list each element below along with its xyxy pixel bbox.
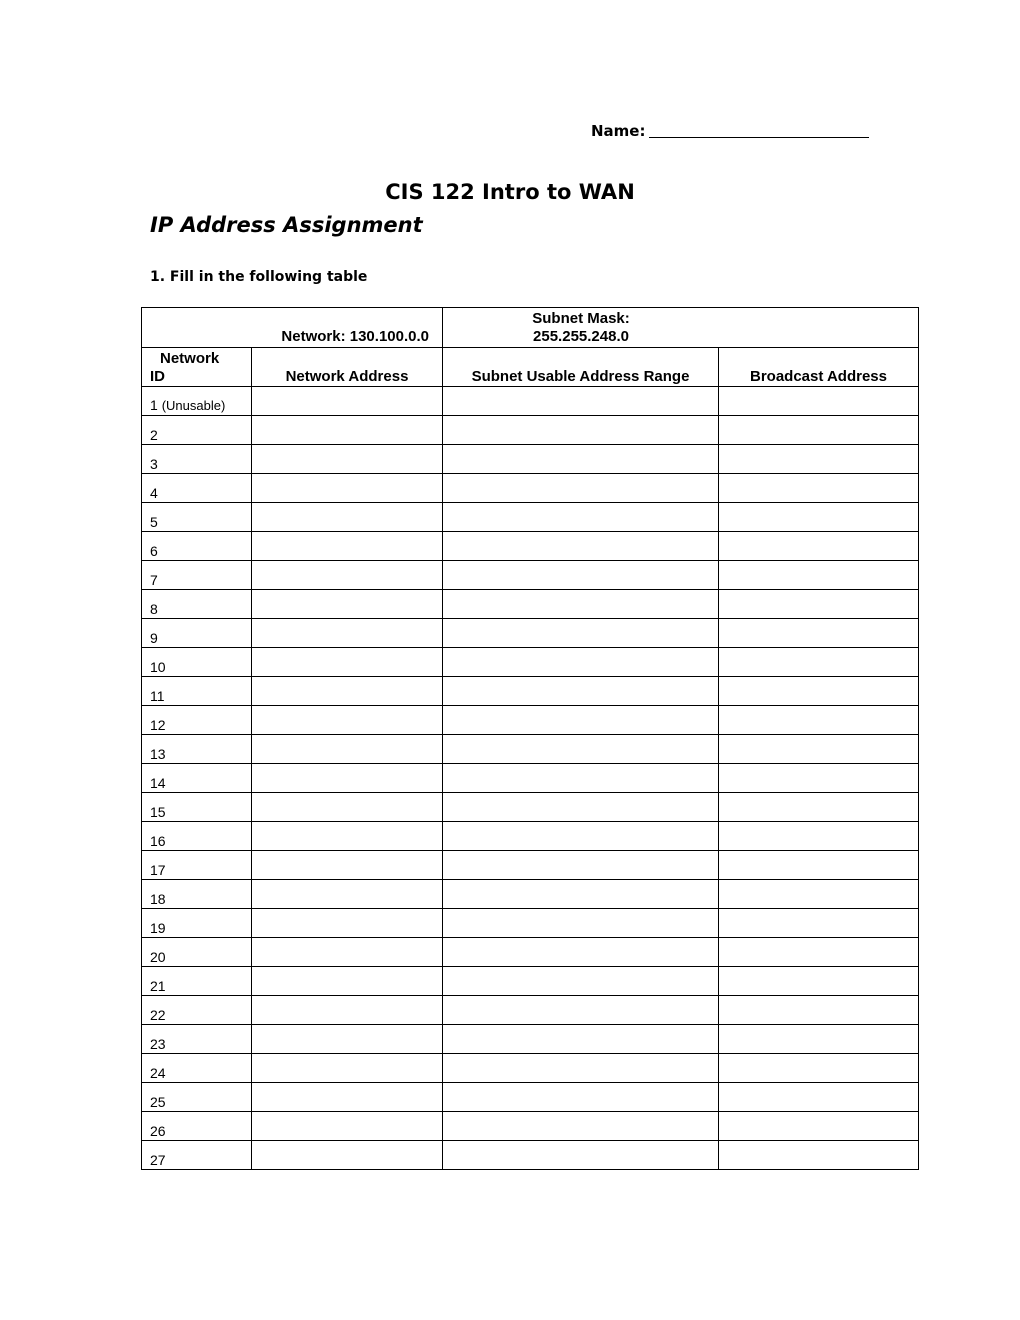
usable-range-cell[interactable] — [443, 1054, 719, 1083]
network-id-cell — [142, 1025, 252, 1054]
broadcast-address-cell[interactable] — [719, 706, 919, 735]
network-id: 7 — [150, 572, 158, 588]
network-id-cell — [142, 1112, 252, 1141]
section-title: IP Address Assignment — [150, 213, 423, 237]
table-row — [142, 619, 919, 648]
network-address-cell[interactable] — [252, 909, 443, 938]
table-row — [142, 1054, 919, 1083]
table-row — [142, 851, 919, 880]
network-address-cell[interactable] — [252, 1141, 443, 1170]
network-id-cell — [142, 648, 252, 677]
subnet-mask-label: Subnet Mask: — [532, 310, 630, 327]
network-address-cell[interactable] — [252, 938, 443, 967]
broadcast-address-cell[interactable] — [719, 561, 919, 590]
network-id: 15 — [150, 804, 166, 820]
network-id-cell — [142, 561, 252, 590]
usable-range-cell[interactable] — [443, 1112, 719, 1141]
usable-range-cell[interactable] — [443, 706, 719, 735]
network-id: 2 — [150, 427, 158, 443]
network-address-cell[interactable] — [252, 851, 443, 880]
broadcast-address-cell[interactable] — [719, 880, 919, 909]
table-row — [142, 1083, 919, 1112]
usable-range-cell[interactable] — [443, 561, 719, 590]
table-row — [142, 387, 919, 416]
usable-range-cell[interactable] — [443, 532, 719, 561]
network-id: 19 — [150, 920, 166, 936]
broadcast-address-cell[interactable] — [719, 909, 919, 938]
usable-range-cell[interactable] — [443, 967, 719, 996]
network-id-cell — [142, 590, 252, 619]
column-header-network-id — [142, 348, 252, 387]
table-row — [142, 677, 919, 706]
usable-range-cell[interactable] — [443, 1025, 719, 1054]
name-blank[interactable] — [649, 123, 869, 138]
table-column-headers — [142, 348, 919, 387]
usable-range-cell[interactable] — [443, 909, 719, 938]
instruction-text: 1. Fill in the following table — [150, 269, 368, 285]
network-id-cell — [142, 503, 252, 532]
broadcast-address-cell[interactable] — [719, 822, 919, 851]
network-id-cell — [142, 793, 252, 822]
usable-range-cell[interactable] — [443, 938, 719, 967]
network-id-cell — [142, 880, 252, 909]
network-id-cell — [142, 474, 252, 503]
network-id-cell — [142, 764, 252, 793]
broadcast-address-cell[interactable] — [719, 735, 919, 764]
table-row — [142, 880, 919, 909]
network-address-cell[interactable] — [252, 764, 443, 793]
network-id: 5 — [150, 514, 158, 530]
network-address-cell[interactable] — [252, 1025, 443, 1054]
column-header-usable-range: Subnet Usable Address Range — [443, 348, 719, 387]
table-row — [142, 590, 919, 619]
usable-range-cell[interactable] — [443, 764, 719, 793]
network-id: 16 — [150, 833, 166, 849]
network-address-cell[interactable] — [252, 1112, 443, 1141]
network-address-cell[interactable] — [252, 735, 443, 764]
network-id: 8 — [150, 601, 158, 617]
usable-range-cell[interactable] — [443, 1141, 719, 1170]
course-title-text: CIS 122 Intro to WAN — [385, 180, 635, 204]
network-id-cell — [142, 735, 252, 764]
usable-range-cell[interactable] — [443, 851, 719, 880]
network-address-cell[interactable] — [252, 880, 443, 909]
network-id-cell — [142, 967, 252, 996]
network-id-cell — [142, 1141, 252, 1170]
broadcast-address-cell[interactable] — [719, 1083, 919, 1112]
network-id: 6 — [150, 543, 158, 559]
broadcast-address-cell[interactable] — [719, 677, 919, 706]
network-id: 4 — [150, 485, 158, 501]
broadcast-address-cell[interactable] — [719, 445, 919, 474]
network-id-cell — [142, 619, 252, 648]
course-title — [0, 180, 1020, 204]
network-id: 10 — [150, 659, 166, 675]
table-row — [142, 532, 919, 561]
column-header-network-id-line1: Network — [160, 350, 220, 367]
network-id: 24 — [150, 1065, 166, 1081]
usable-range-cell[interactable] — [443, 445, 719, 474]
network-id-cell — [142, 387, 252, 416]
network-address-cell[interactable] — [252, 416, 443, 445]
usable-range-cell[interactable] — [443, 590, 719, 619]
network-address-cell[interactable] — [252, 619, 443, 648]
network-address-cell[interactable] — [252, 793, 443, 822]
table-row — [142, 1025, 919, 1054]
table-row — [142, 561, 919, 590]
usable-range-cell[interactable] — [443, 474, 719, 503]
network-id-cell — [142, 938, 252, 967]
network-id-cell — [142, 706, 252, 735]
broadcast-address-cell[interactable] — [719, 851, 919, 880]
broadcast-address-cell[interactable] — [719, 648, 919, 677]
network-id: 3 — [150, 456, 158, 472]
network-id-cell — [142, 416, 252, 445]
network-address-cell[interactable] — [252, 996, 443, 1025]
network-address-cell[interactable] — [252, 648, 443, 677]
column-header-network-id-line2: ID — [150, 368, 165, 385]
network-id-cell — [142, 445, 252, 474]
table-row — [142, 474, 919, 503]
network-id: 18 — [150, 891, 166, 907]
broadcast-address-cell[interactable] — [719, 938, 919, 967]
column-header-broadcast-address: Broadcast Address — [719, 348, 919, 387]
name-field-line — [591, 122, 869, 140]
network-address-cell[interactable] — [252, 1083, 443, 1112]
network-address-cell[interactable] — [252, 590, 443, 619]
table-row — [142, 967, 919, 996]
network-id: 1 — [150, 397, 158, 413]
usable-range-cell[interactable] — [443, 648, 719, 677]
broadcast-address-cell[interactable] — [719, 416, 919, 445]
network-address-cell[interactable] — [252, 822, 443, 851]
usable-range-cell[interactable] — [443, 619, 719, 648]
usable-range-cell[interactable] — [443, 996, 719, 1025]
network-id-cell — [142, 996, 252, 1025]
usable-range-cell[interactable] — [443, 1083, 719, 1112]
table-row — [142, 445, 919, 474]
network-id: 12 — [150, 717, 166, 733]
usable-range-cell[interactable] — [443, 735, 719, 764]
table-header-network-row — [142, 308, 919, 348]
network-address-cell[interactable] — [252, 1054, 443, 1083]
network-id: 14 — [150, 775, 166, 791]
network-id: 25 — [150, 1094, 166, 1110]
broadcast-address-cell[interactable] — [719, 1025, 919, 1054]
network-address-cell[interactable] — [252, 677, 443, 706]
network-id: 23 — [150, 1036, 166, 1052]
table-row — [142, 735, 919, 764]
network-id: 11 — [150, 688, 165, 704]
broadcast-address-cell[interactable] — [719, 619, 919, 648]
network-address-cell[interactable] — [252, 967, 443, 996]
table-row — [142, 996, 919, 1025]
broadcast-address-cell[interactable] — [719, 387, 919, 416]
column-header-network-address: Network Address — [252, 348, 443, 387]
network-label: Network: 130.100.0.0 — [142, 308, 443, 348]
table-row — [142, 503, 919, 532]
broadcast-address-cell[interactable] — [719, 474, 919, 503]
broadcast-address-cell[interactable] — [719, 1112, 919, 1141]
network-address-cell[interactable] — [252, 532, 443, 561]
table-row — [142, 909, 919, 938]
table-row — [142, 764, 919, 793]
network-id: 26 — [150, 1123, 166, 1139]
broadcast-address-cell[interactable] — [719, 764, 919, 793]
broadcast-address-cell[interactable] — [719, 1141, 919, 1170]
table-row — [142, 793, 919, 822]
usable-range-cell[interactable] — [443, 880, 719, 909]
name-label: Name: — [591, 122, 646, 140]
network-id-cell — [142, 532, 252, 561]
broadcast-address-cell[interactable] — [719, 996, 919, 1025]
broadcast-address-cell[interactable] — [719, 532, 919, 561]
network-address-cell[interactable] — [252, 503, 443, 532]
usable-range-cell[interactable] — [443, 503, 719, 532]
network-address-cell[interactable] — [252, 561, 443, 590]
table-row — [142, 706, 919, 735]
broadcast-address-cell[interactable] — [719, 967, 919, 996]
network-id: 22 — [150, 1007, 166, 1023]
table-row — [142, 1112, 919, 1141]
usable-range-cell[interactable] — [443, 793, 719, 822]
network-id-cell — [142, 677, 252, 706]
network-id-cell — [142, 822, 252, 851]
usable-range-cell[interactable] — [443, 387, 719, 416]
network-address-cell[interactable] — [252, 445, 443, 474]
subnet-table — [141, 307, 919, 1170]
broadcast-address-cell[interactable] — [719, 793, 919, 822]
usable-range-cell[interactable] — [443, 677, 719, 706]
subnet-mask-value: 255.255.248.0 — [533, 328, 629, 345]
network-id: 21 — [150, 978, 166, 994]
subnet-mask-cell — [443, 308, 919, 348]
table-row — [142, 1141, 919, 1170]
usable-range-cell[interactable] — [443, 822, 719, 851]
table-row — [142, 648, 919, 677]
network-id: 27 — [150, 1152, 166, 1168]
network-id-cell — [142, 1083, 252, 1112]
usable-range-cell[interactable] — [443, 416, 719, 445]
network-id: 20 — [150, 949, 166, 965]
network-id-cell — [142, 909, 252, 938]
table-row — [142, 416, 919, 445]
network-id: 17 — [150, 862, 166, 878]
network-id-note: (Unusable) — [161, 398, 226, 413]
network-id: 13 — [150, 746, 166, 762]
network-id: 9 — [150, 630, 158, 646]
table-row — [142, 938, 919, 967]
network-id-cell — [142, 1054, 252, 1083]
table-row — [142, 822, 919, 851]
network-address-cell[interactable] — [252, 387, 443, 416]
broadcast-address-cell[interactable] — [719, 1054, 919, 1083]
broadcast-address-cell[interactable] — [719, 590, 919, 619]
broadcast-address-cell[interactable] — [719, 503, 919, 532]
network-address-cell[interactable] — [252, 706, 443, 735]
network-id-cell — [142, 851, 252, 880]
network-address-cell[interactable] — [252, 474, 443, 503]
